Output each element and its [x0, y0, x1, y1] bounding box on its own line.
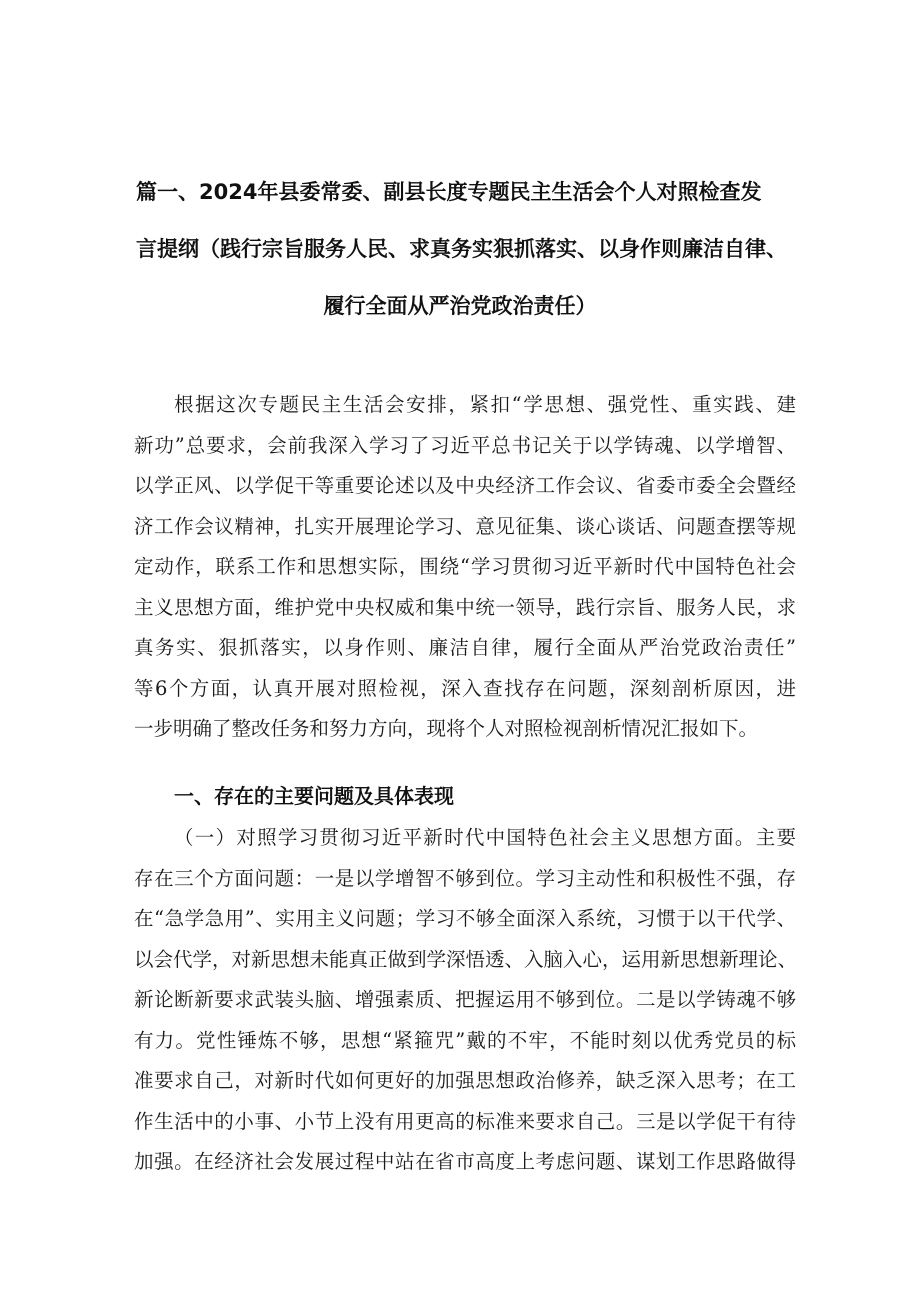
section-line: 存在三个方面问题：一是以学增智不够到位。学习主动性和积极性不强，存: [134, 866, 796, 890]
intro-line: 以学正风、以学促干等重要论述以及中央经济工作会议、省委市委全会暨经: [134, 474, 796, 497]
intro-line: 一步明确了整改任务和努力方向，现将个人对照检视剖析情况汇报如下。: [134, 717, 759, 740]
section-line: （一）对照学习贯彻习近平新时代中国特色社会主义思想方面。主要: [174, 826, 796, 849]
intro-line: 根据这次专题民主生活会安排，紧扣“学思想、强党性、重实践、建: [174, 393, 796, 416]
section-line: 准要求自己，对新时代如何更好的加强思想政治修养，缺乏深入思考；在工: [134, 1069, 796, 1092]
intro-line: 等6个方面，认真开展对照检视，深入查找存在问题，深刻剖析原因，进: [134, 676, 796, 700]
document-title-line-2: 言提纲（践行宗旨服务人民、求真务实狠抓落实、以身作则廉洁自律、: [136, 237, 787, 261]
section-line: 在“急学急用”、实用主义问题；学习不够全面深入系统，习惯于以干代学、: [134, 907, 796, 930]
intro-line: 主义思想方面，维护党中央权威和集中统一领导，践行宗旨、服务人民，求: [134, 595, 796, 619]
document-title-line-3: 履行全面从严治党政治责任）: [323, 294, 597, 318]
section-line: 有力。党性锤炼不够，思想“紧箍咒”戴的不牢，不能时刻以优秀党员的标: [134, 1028, 796, 1052]
intro-line: 真务实、狠抓落实，以身作则、廉洁自律，履行全面从严治党政治责任”: [134, 636, 796, 659]
section-line: 新论断新要求武装头脑、增强素质、把握运用不够到位。二是以学铸魂不够: [134, 988, 796, 1011]
section-line: 加强。在经济社会发展过程中站在省市高度上考虑问题、谋划工作思路做得: [134, 1150, 796, 1173]
document-title-line-1: 篇一、2024年县委常委、副县长度专题民主生活会个人对照检查发: [136, 180, 762, 204]
intro-line: 新功”总要求，会前我深入学习了习近平总书记关于以学铸魂、以学增智、: [134, 433, 796, 457]
section-line: 以会代学，对新思想未能真正做到学深悟透、入脑入心，运用新思想新理论、: [134, 947, 798, 971]
intro-line: 济工作会议精神，扎实开展理论学习、意见征集、谈心谈话、问题查摆等规: [134, 514, 796, 538]
intro-line: 定动作，联系工作和思想实际，围绕“学习贯彻习近平新时代中国特色社会: [134, 555, 796, 578]
section-line: 作生活中的小事、小节上没有用更高的标准来要求自己。三是以学促干有待: [134, 1109, 796, 1133]
section-paragraph: [134, 818, 796, 1183]
section-heading: 一、存在的主要问题及具体表现: [174, 784, 454, 808]
intro-paragraph: [134, 385, 796, 750]
